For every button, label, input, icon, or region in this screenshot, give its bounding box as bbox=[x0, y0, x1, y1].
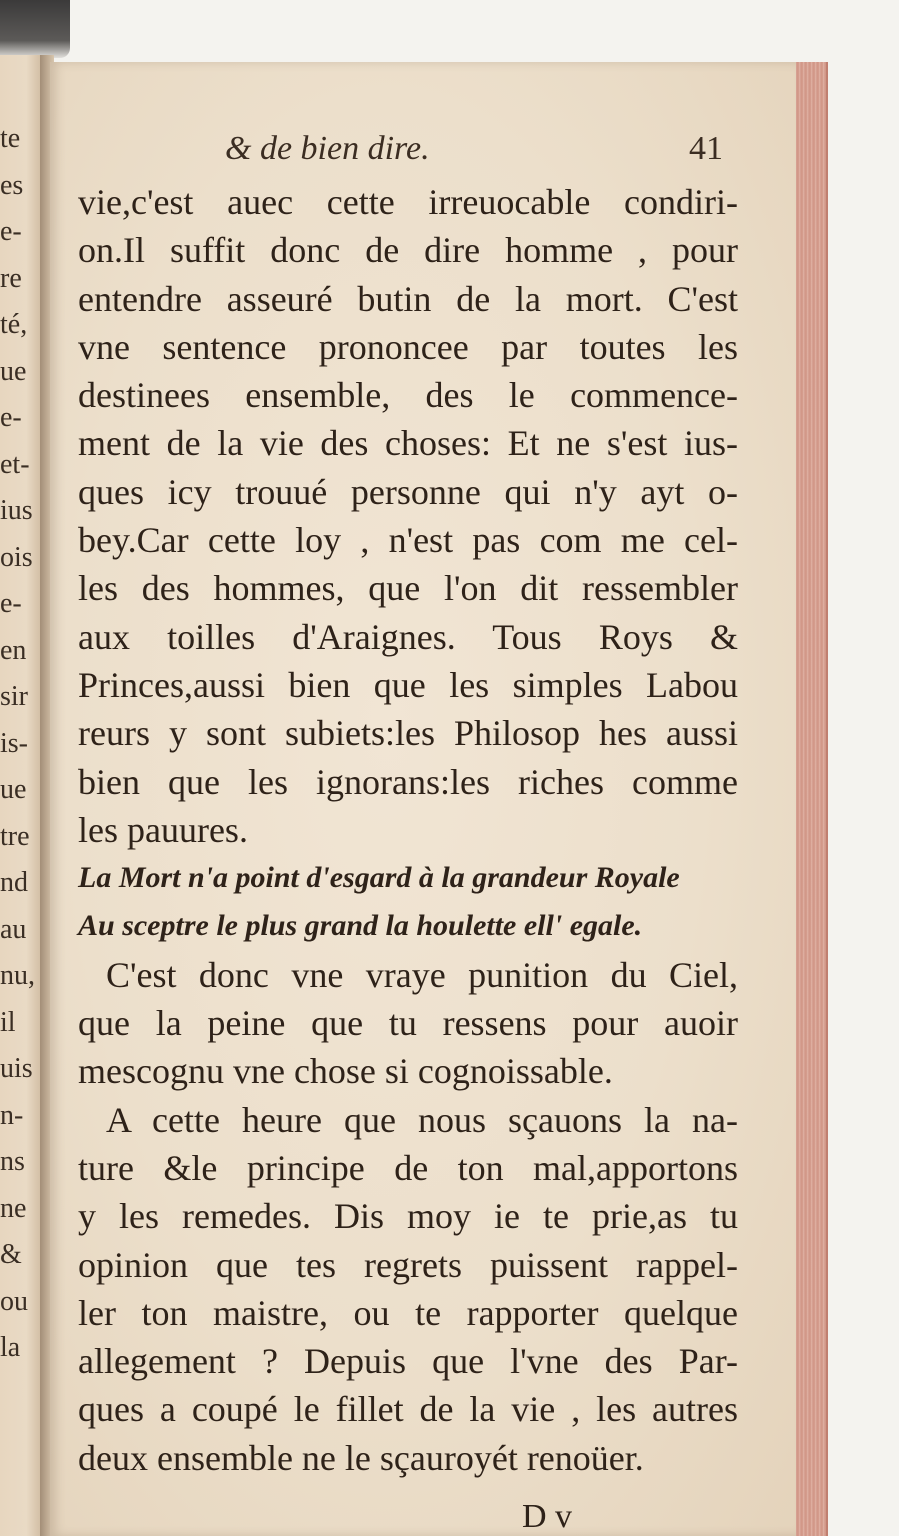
left-page-fragment: re bbox=[0, 262, 22, 294]
left-page-fragment: et- bbox=[0, 448, 30, 480]
text-line: A cette heure que nous sçauons la na- bbox=[106, 1099, 738, 1140]
left-page-fragment: e- bbox=[0, 402, 22, 433]
text-line: on.Il suffit donc de dire homme , pour bbox=[78, 230, 738, 271]
text-line: ques icy trouué personne qui n'y ayt o- bbox=[78, 471, 738, 512]
book-binding bbox=[0, 0, 70, 58]
text-line: y les remedes. Dis moy ie te prie,as tu bbox=[78, 1196, 738, 1237]
left-page-fragment: e- bbox=[0, 588, 22, 619]
text-line: destinees ensemble, des le commence- bbox=[78, 375, 738, 416]
left-page-strip bbox=[0, 55, 44, 1536]
body-text bbox=[78, 178, 738, 1482]
text-line: les pauures. bbox=[78, 809, 248, 850]
left-page-fragment: e- bbox=[0, 216, 22, 247]
page-edge bbox=[796, 62, 828, 1536]
left-page-fragment: uis bbox=[0, 1053, 33, 1084]
text-line: La Mort n'a point d'esgard à la grandeur Royale bbox=[78, 861, 680, 895]
left-page-fragment: té, bbox=[0, 309, 28, 340]
left-page-fragment: tre bbox=[0, 820, 30, 852]
text-line: opinion que tes regrets puissent rappel- bbox=[78, 1244, 738, 1285]
text-line: ques a coupé le fillet de la vie , les autres bbox=[78, 1389, 738, 1430]
left-page-fragment: es bbox=[0, 169, 24, 201]
left-page-fragment: ius bbox=[0, 495, 33, 526]
left-page-fragment: te bbox=[0, 123, 21, 154]
text-line: bey.Car cette loy , n'est pas com me cel- bbox=[78, 520, 738, 561]
text-line: aux toilles d'Araignes. Tous Roys & bbox=[78, 616, 738, 657]
text-line: allegement ? Depuis que l'vne des Par- bbox=[78, 1341, 738, 1382]
text-line: C'est donc vne vraye punition du Ciel, bbox=[106, 954, 738, 995]
signature-mark: D v bbox=[522, 1498, 573, 1535]
left-page-fragment: il bbox=[0, 1006, 16, 1038]
text-line: bien que les ignorans:les riches comme bbox=[78, 761, 738, 802]
text-line: que la peine que tu ressens pour auoir bbox=[78, 1003, 738, 1044]
text-line: ler ton maistre, ou te rapporter quelque bbox=[78, 1292, 738, 1333]
text-line: deux ensemble ne le sçauroyét renoüer. bbox=[78, 1437, 644, 1478]
left-page-fragment: ou bbox=[0, 1285, 28, 1317]
text-line: vne sentence prononcee par toutes les bbox=[78, 326, 738, 367]
left-page-fragment: ns bbox=[0, 1146, 25, 1177]
left-page-fragment: n- bbox=[0, 1099, 24, 1131]
left-page-fragment: ue bbox=[0, 355, 27, 387]
text-line: Au sceptre le plus grand la houlette ell' egale. bbox=[78, 909, 643, 943]
left-page-fragment: & bbox=[0, 1239, 22, 1270]
page-number: 41 bbox=[689, 130, 723, 167]
text-line: ment de la vie des choses: Et ne s'est ius- bbox=[78, 423, 738, 464]
text-line: vie,c'est auec cette irreuocable condiri- bbox=[78, 182, 738, 222]
left-page-fragment: nu, bbox=[0, 960, 35, 991]
text-line: Princes,aussi bien que les simples Labou bbox=[78, 664, 738, 705]
left-page-fragment: is- bbox=[0, 727, 28, 759]
left-page-fragment: en bbox=[0, 634, 27, 666]
text-line: entendre asseuré butin de la mort. C'est bbox=[78, 278, 738, 319]
text-line: les des hommes, que l'on dit ressembler bbox=[78, 568, 738, 609]
text-line: reurs y sont subiets:les Philosop hes aussi bbox=[78, 713, 738, 754]
left-page-fragment: au bbox=[0, 913, 27, 945]
left-page-fragment: la bbox=[0, 1332, 21, 1363]
left-page-fragment: ue bbox=[0, 774, 27, 805]
text-line: mescognu vne chose si cognoissable. bbox=[78, 1051, 613, 1092]
text-line: ture &le principe de ton mal,apportons bbox=[78, 1147, 738, 1188]
left-page-fragment: ois bbox=[0, 541, 33, 573]
left-page-fragment: sir bbox=[0, 681, 28, 712]
left-page-fragment: ne bbox=[0, 1192, 27, 1224]
left-page-fragment: nd bbox=[0, 867, 28, 898]
running-header: & de bien dire. bbox=[225, 130, 430, 167]
